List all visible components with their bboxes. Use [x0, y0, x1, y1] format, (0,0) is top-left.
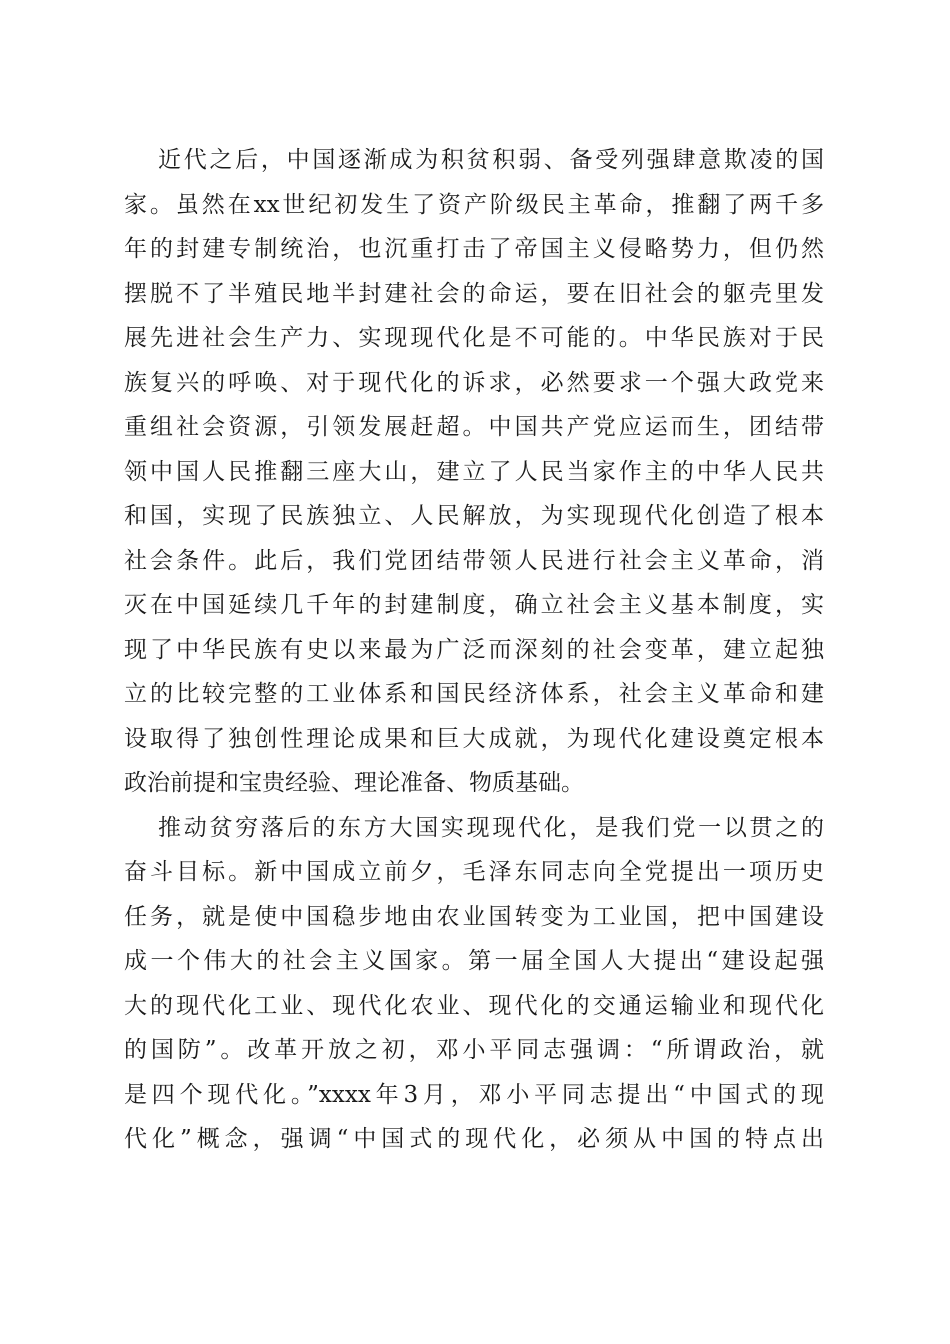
paragraph-line: 和国，实现了民族独立、人民解放，为实现现代化创造了根本	[124, 503, 824, 529]
paragraph-line: 摆脱不了半殖民地半封建社会的命运，要在旧社会的躯壳里发	[124, 280, 824, 307]
paragraph-2	[124, 806, 824, 1162]
paragraph-line: 政治前提和宝贵经验、理论准备、物质基础。	[124, 770, 584, 796]
paragraph-line: 近代之后，中国逐渐成为积贫积弱、备受列强肆意欺凌的国	[158, 147, 824, 173]
paragraph-line: 任务，就是使中国稳步地由农业国转变为工业国，把中国建设	[124, 903, 824, 930]
paragraph-line: 的国防”。改革开放之初，邓小平同志强调：“所谓政治，就	[124, 1037, 824, 1063]
paragraph-line: 展先进社会生产力、实现现代化是不可能的。中华民族对于民	[124, 325, 824, 351]
paragraph-line: 重组社会资源，引领发展赶超。中国共产党应运而生，团结带	[124, 414, 824, 440]
paragraph-line: 现了中华民族有史以来最为广泛而深刻的社会变革，建立起独	[124, 636, 824, 663]
paragraph-line: 奋斗目标。新中国成立前夕，毛泽东同志向全党提出一项历史	[124, 859, 824, 885]
paragraph-line: 领中国人民推翻三座大山，建立了人民当家作主的中华人民共	[124, 458, 824, 485]
paragraph-line: 家。虽然在xx世纪初发生了资产阶级民主革命，推翻了两千多	[124, 191, 824, 218]
paragraph-line: 推动贫穷落后的东方大国实现现代化，是我们党一以贯之的	[158, 814, 824, 841]
paragraph-1	[124, 138, 824, 806]
paragraph-line: 社会条件。此后，我们党团结带领人民进行社会主义革命，消	[124, 547, 824, 574]
paragraph-line: 代化”概念，强调“中国式的现代化，必须从中国的特点出	[124, 1126, 824, 1152]
paragraph-line: 立的比较完整的工业体系和国民经济体系，社会主义革命和建	[124, 681, 824, 707]
paragraph-line: 是四个现代化。”xxxx年3月，邓小平同志提出“中国式的现	[124, 1081, 824, 1108]
paragraph-line: 设取得了独创性理论成果和巨大成就，为现代化建设奠定根本	[124, 725, 824, 752]
paragraph-line: 族复兴的呼唤、对于现代化的诉求，必然要求一个强大政党来	[124, 369, 824, 396]
paragraph-line: 成一个伟大的社会主义国家。第一届全国人大提出“建设起强	[124, 948, 824, 974]
paragraph-line: 灭在中国延续几千年的封建制度，确立社会主义基本制度，实	[124, 592, 824, 618]
paragraph-line: 年的封建专制统治，也沉重打击了帝国主义侵略势力，但仍然	[124, 236, 824, 262]
document-body	[124, 138, 824, 1162]
paragraph-line: 大的现代化工业、现代化农业、现代化的交通运输业和现代化	[124, 992, 824, 1019]
